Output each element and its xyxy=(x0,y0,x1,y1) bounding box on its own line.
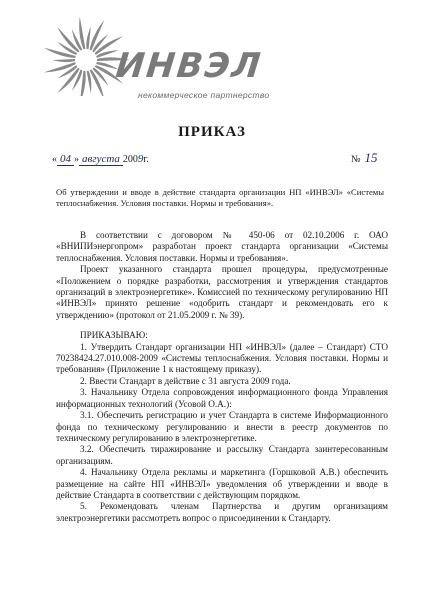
order-number-value: 15 xyxy=(364,150,378,165)
document-title: ПРИКАЗ xyxy=(178,124,246,140)
date-open-quote: « xyxy=(52,154,57,165)
sun-ray xyxy=(44,48,76,58)
order-number xyxy=(351,150,378,166)
document-date xyxy=(52,153,149,165)
date-day: 04 xyxy=(57,153,74,166)
date-suffix: г. xyxy=(143,154,149,165)
paragraph-item-5: 5. Рекомендовать членам Партнерства и другим организациям электроэнергетики рассмотреть вопрос о присоединении к Стандарту. xyxy=(56,501,388,523)
order-number-label: № xyxy=(351,154,361,165)
date-year-digit: 9 xyxy=(137,153,144,165)
paragraph-item-3-1: 3.1. Обеспечить регистрацию и учет Стандарта в системе Информационного фонда по техническому регулированию и внести в реестр документов по техническому регулированию в электроэнергетике. xyxy=(56,410,388,443)
date-month: августа xyxy=(79,153,123,166)
order-subject: Об утверждении и вводе в действие стандарта организации НП «ИНВЭЛ» «Системы теплоснабжения. Условия поставки. Нормы и требования». xyxy=(56,187,384,208)
paragraph-item-1: 1. Утвердить Стандарт организации НП «ИНВЭЛ» (далее – Стандарт) СТО 70238424.27.010.008-2009 «Системы теплоснабжения. Условия поставки. Нормы и требования» (Приложение 1 к настоящему приказу). xyxy=(56,341,388,375)
date-year-prefix: 200 xyxy=(122,154,138,165)
paragraph-order-heading: ПРИКАЗЫВАЮ: xyxy=(80,330,148,341)
paragraph-item-2: 2. Ввести Стандарт в действие с 31 августа 2009 года. xyxy=(80,375,291,386)
date-mid-quote: » xyxy=(74,154,79,165)
paragraph-procedure: Проект указанного стандарта прошел процедуры, предусмотренные «Положением о порядке разработки, рассмотрения и утверждения стандартов организаций в электроэнергетике». Комиссией по техническому регулированию НП «ИНВЭЛ» принято решение «одобрить стандарт и рекомендовать его к утверждению» (протокол от 21.05.2009 г. № 39). xyxy=(56,264,388,320)
sun-ray xyxy=(79,16,85,49)
paragraph-item-4: 4. Начальнику Отдела рекламы и маркетинга (Горшковой А.В.) обеспечить размещение на сайте НП «ИНВЭЛ» уведомления об утверждении и вводе в действие Стандарта в соответствии с действующим порядком. xyxy=(56,467,388,500)
paragraph-item-3: 3. Начальнику Отдела сопровождения информационного фонда Управления информационных технологий (Усовой О.А.): xyxy=(56,387,388,409)
paragraph-contract: В соответствии с договором № 450-06 от 02.10.2006 г. ОАО «ВНИПИэнергопром» разработан проект стандарта организации «Системы теплоснабжения. Условия поставки. Нормы и требования». xyxy=(56,230,388,263)
paragraph-item-3-2: 3.2. Обеспечить тиражирование и рассылку Стандарта заинтересованным организациям. xyxy=(56,444,388,466)
logo-subtitle: некоммерческое партнерство xyxy=(138,90,270,100)
order-body xyxy=(56,230,388,524)
invel-logo xyxy=(30,8,330,100)
sun-ray xyxy=(86,26,91,49)
logo-brand: ИНВЭЛ xyxy=(113,46,265,86)
sun-ray xyxy=(87,71,92,94)
sun-ray xyxy=(52,59,75,62)
